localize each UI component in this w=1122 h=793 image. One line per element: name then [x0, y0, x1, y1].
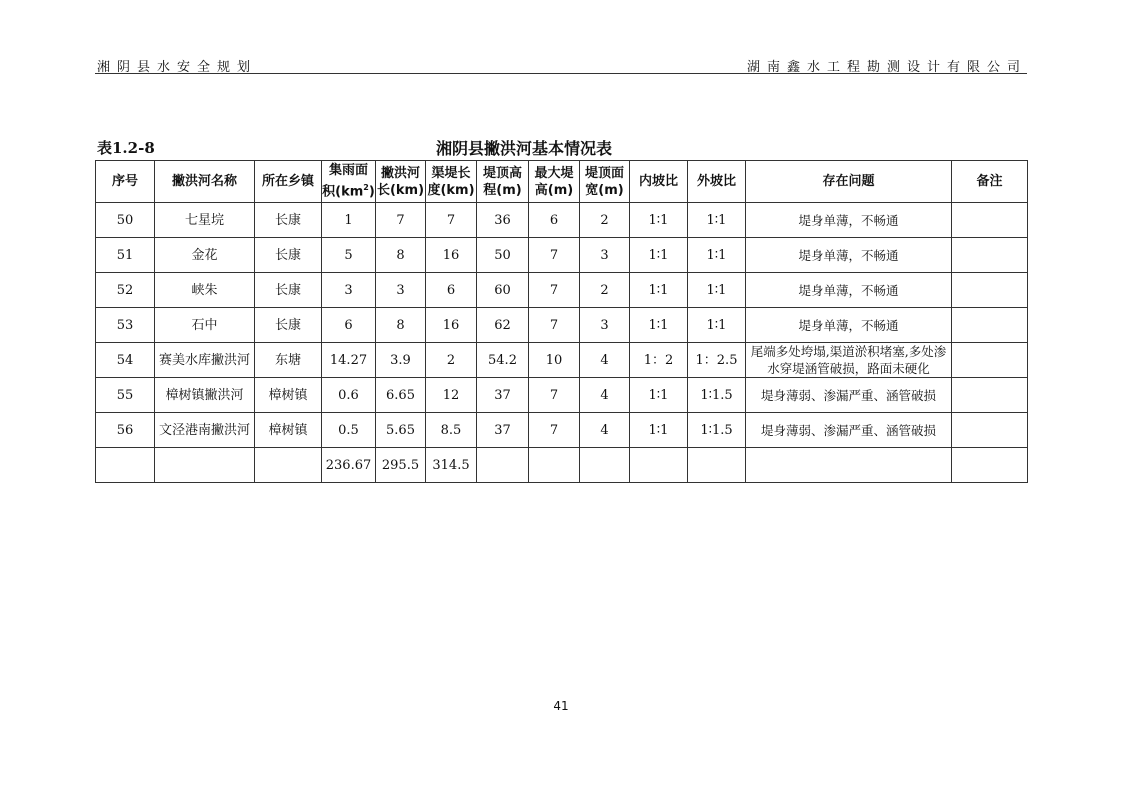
cell-width: 4 [580, 378, 630, 413]
cell-town: 长康 [255, 238, 322, 273]
cell-inner: 1∶1 [630, 308, 688, 343]
cell-outer: 1∶1 [688, 238, 746, 273]
cell-remark [952, 203, 1028, 238]
cell-length: 7 [376, 203, 426, 238]
cell-length: 8 [376, 238, 426, 273]
cell-area: 14.27 [322, 343, 376, 378]
cell-maxh: 7 [529, 413, 580, 448]
cell-width: 4 [580, 413, 630, 448]
cell-width: 3 [580, 308, 630, 343]
cell-canal: 2 [426, 343, 477, 378]
table-title: 湘阴县撇洪河基本情况表 [436, 139, 613, 158]
cell-problem [746, 448, 952, 483]
cell-remark [952, 343, 1028, 378]
col-header-name: 撇洪河名称 [155, 161, 255, 203]
cell-name: 赛美水库撇洪河 [155, 343, 255, 378]
cell-town: 长康 [255, 203, 322, 238]
cell-town [255, 448, 322, 483]
flood-channel-table [95, 160, 1028, 483]
cell-inner: 1∶1 [630, 378, 688, 413]
header-divider [95, 73, 1027, 74]
cell-town: 长康 [255, 273, 322, 308]
cell-outer: 1∶1 [688, 273, 746, 308]
cell-problem: 堤身薄弱、渗漏严重、涵管破损 [746, 413, 952, 448]
cell-crest: 37 [477, 378, 529, 413]
table-header-row [96, 161, 1028, 203]
cell-town: 樟树镇 [255, 378, 322, 413]
cell-area: 0.5 [322, 413, 376, 448]
cell-area: 1 [322, 203, 376, 238]
col-header-outer: 外坡比 [688, 161, 746, 203]
cell-maxh: 7 [529, 308, 580, 343]
cell-outer: 1∶1 [688, 203, 746, 238]
cell-maxh: 6 [529, 203, 580, 238]
col-header-inner: 内坡比 [630, 161, 688, 203]
cell-inner [630, 448, 688, 483]
cell-canal: 314.5 [426, 448, 477, 483]
col-header-seq: 序号 [96, 161, 155, 203]
table-total-row [96, 448, 1028, 483]
cell-name: 金花 [155, 238, 255, 273]
cell-width: 4 [580, 343, 630, 378]
cell-area: 6 [322, 308, 376, 343]
cell-inner: 1∶1 [630, 238, 688, 273]
cell-seq: 56 [96, 413, 155, 448]
col-header-maxh: 最大堤 高(m) [529, 161, 580, 203]
cell-canal: 6 [426, 273, 477, 308]
cell-name: 文泾港南撇洪河 [155, 413, 255, 448]
cell-length: 8 [376, 308, 426, 343]
cell-width [580, 448, 630, 483]
cell-name [155, 448, 255, 483]
cell-inner: 1∶1 [630, 273, 688, 308]
cell-problem: 堤身单薄，不畅通 [746, 273, 952, 308]
cell-width: 2 [580, 203, 630, 238]
cell-crest: 37 [477, 413, 529, 448]
col-header-town: 所在乡镇 [255, 161, 322, 203]
cell-maxh: 7 [529, 273, 580, 308]
cell-seq: 53 [96, 308, 155, 343]
table-row [96, 308, 1028, 343]
cell-width: 3 [580, 238, 630, 273]
cell-crest: 36 [477, 203, 529, 238]
table-number: 表1.2-8 [97, 139, 155, 157]
col-header-area: 集雨面 积$(km^2)$ [322, 161, 376, 203]
cell-inner: 1∶1 [630, 413, 688, 448]
col-header-length: 撇洪河 长(km) [376, 161, 426, 203]
cell-name: 樟树镇撇洪河 [155, 378, 255, 413]
cell-inner: 1：2 [630, 343, 688, 378]
header-left-title: 湘阴县水安全规划 [97, 60, 258, 75]
cell-seq: 54 [96, 343, 155, 378]
cell-outer: 1∶1.5 [688, 378, 746, 413]
cell-problem: 堤身单薄，不畅通 [746, 308, 952, 343]
col-header-width: 堤顶面 宽(m) [580, 161, 630, 203]
cell-maxh [529, 448, 580, 483]
col-header-canal: 渠堤长 度(km) [426, 161, 477, 203]
cell-name: 峡朱 [155, 273, 255, 308]
cell-seq: 51 [96, 238, 155, 273]
cell-area: 5 [322, 238, 376, 273]
cell-seq [96, 448, 155, 483]
cell-canal: 8.5 [426, 413, 477, 448]
cell-remark [952, 238, 1028, 273]
cell-seq: 50 [96, 203, 155, 238]
header-right-company: 湖南鑫水工程勘测设计有限公司 [746, 60, 1027, 75]
cell-problem: 堤身薄弱、渗漏严重、涵管破损 [746, 378, 952, 413]
cell-maxh: 10 [529, 343, 580, 378]
table-row [96, 413, 1028, 448]
table-row [96, 343, 1028, 378]
cell-crest: 50 [477, 238, 529, 273]
table-row [96, 378, 1028, 413]
cell-remark [952, 448, 1028, 483]
cell-name: 七星垸 [155, 203, 255, 238]
cell-outer: 1∶1.5 [688, 413, 746, 448]
cell-canal: 16 [426, 238, 477, 273]
cell-length: 295.5 [376, 448, 426, 483]
cell-crest: 54.2 [477, 343, 529, 378]
col-header-remark: 备注 [952, 161, 1028, 203]
table-row [96, 273, 1028, 308]
cell-problem: 堤身单薄，不畅通 [746, 203, 952, 238]
cell-remark [952, 413, 1028, 448]
cell-area: 3 [322, 273, 376, 308]
cell-outer [688, 448, 746, 483]
cell-remark [952, 308, 1028, 343]
cell-town: 长康 [255, 308, 322, 343]
cell-canal: 16 [426, 308, 477, 343]
cell-length: 3 [376, 273, 426, 308]
cell-name: 石中 [155, 308, 255, 343]
cell-outer: 1∶1 [688, 308, 746, 343]
cell-length: 5.65 [376, 413, 426, 448]
table-row [96, 203, 1028, 238]
cell-seq: 52 [96, 273, 155, 308]
page-number: 41 [553, 699, 569, 713]
cell-maxh: 7 [529, 378, 580, 413]
cell-area: 236.67 [322, 448, 376, 483]
cell-crest: 60 [477, 273, 529, 308]
cell-maxh: 7 [529, 238, 580, 273]
cell-length: 6.65 [376, 378, 426, 413]
cell-remark [952, 378, 1028, 413]
cell-crest: 62 [477, 308, 529, 343]
col-header-crest: 堤顶高 程(m) [477, 161, 529, 203]
cell-crest [477, 448, 529, 483]
cell-town: 东塘 [255, 343, 322, 378]
cell-canal: 7 [426, 203, 477, 238]
cell-length: 3.9 [376, 343, 426, 378]
cell-inner: 1∶1 [630, 203, 688, 238]
cell-problem: 尾端多处垮塌,渠道淤积堵塞,多处渗水穿堤涵管破损，路面未硬化 [746, 343, 952, 378]
table-row [96, 238, 1028, 273]
cell-town: 樟树镇 [255, 413, 322, 448]
cell-area: 0.6 [322, 378, 376, 413]
cell-problem: 堤身单薄，不畅通 [746, 238, 952, 273]
cell-canal: 12 [426, 378, 477, 413]
cell-remark [952, 273, 1028, 308]
cell-width: 2 [580, 273, 630, 308]
cell-seq: 55 [96, 378, 155, 413]
col-header-problem: 存在问题 [746, 161, 952, 203]
cell-outer: 1：2.5 [688, 343, 746, 378]
